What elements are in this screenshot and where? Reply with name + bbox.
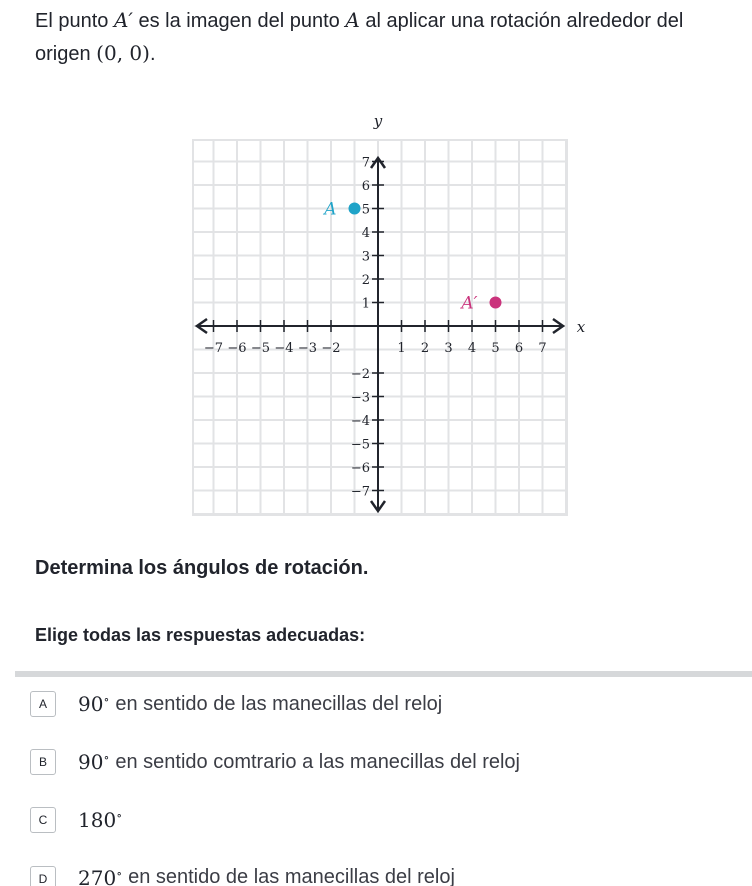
origin-coordinates: (0, 0) (96, 41, 150, 65)
y-tick-label: −3 (350, 390, 370, 406)
choice-c-degree (78, 808, 122, 832)
y-tick-label: 7 (361, 155, 370, 171)
x-tick-label: −2 (321, 341, 341, 356)
y-tick-label: 2 (361, 273, 370, 288)
point-a-prime-graph-label: A′ (461, 293, 478, 314)
x-tick-label: −5 (250, 341, 271, 356)
y-tick-label: −4 (350, 414, 370, 429)
choice-d-badge[interactable]: D (30, 866, 56, 886)
choice-d[interactable] (30, 862, 455, 886)
choice-b-badge[interactable]: B (30, 749, 56, 775)
x-tick-label: 1 (397, 341, 406, 356)
grid-border (193, 140, 567, 515)
x-tick-label: 7 (538, 341, 547, 356)
coordinate-graph (180, 110, 600, 520)
choice-a-text: en sentido de las manecillas del reloj (115, 692, 443, 715)
choice-a-badge[interactable]: A (30, 691, 56, 717)
x-tick-label: −6 (227, 341, 247, 356)
choice-b-text: en sentido comtrario a las manecillas del reloj (115, 750, 520, 773)
point-a-graph-label: A (324, 199, 337, 220)
point-a-dot (349, 203, 361, 215)
prompt-text-1: El punto (35, 10, 109, 32)
choice-c-degree-value: 180 (78, 808, 117, 832)
graph-svg (180, 110, 600, 520)
choice-a-degree (78, 692, 109, 716)
y-tick-label: 5 (361, 202, 370, 218)
y-tick-label: 3 (361, 249, 370, 265)
point-a-label: A (345, 8, 360, 32)
y-tick-label: 1 (361, 296, 370, 312)
choice-d-degree-value: 270 (78, 866, 117, 886)
choice-b-degree-value: 90 (78, 750, 104, 774)
choice-b-degree-symbol: ∘ (103, 750, 110, 765)
choice-d-text: en sentido de las manecillas del reloj (128, 866, 455, 886)
choice-a-degree-symbol: ∘ (103, 692, 110, 707)
question-prompt (35, 4, 735, 70)
x-tick-label: −3 (297, 341, 318, 356)
x-tick-label: 3 (444, 341, 453, 356)
y-tick-label: −7 (350, 484, 370, 500)
choice-d-degree (78, 866, 122, 886)
prompt-text-3: al aplicar una rotación alrededor del origen (35, 10, 684, 65)
y-tick-label: 6 (361, 179, 370, 194)
choice-d-degree-symbol: ∘ (116, 866, 123, 881)
choice-b-degree (78, 750, 109, 774)
x-tick-label: −7 (203, 341, 224, 356)
y-tick-label: −5 (350, 437, 370, 453)
y-axis-label: y (373, 112, 383, 130)
choice-a-degree-value: 90 (78, 692, 104, 716)
prompt-period: . (149, 43, 156, 65)
x-tick-label: 2 (420, 341, 430, 356)
choose-all-label: Elige todas las respuestas adecuadas: (35, 625, 366, 645)
point-a-prime-dot (490, 297, 502, 309)
point-a-prime-label: A′ (113, 8, 133, 32)
choice-c[interactable] (30, 804, 128, 836)
choice-c-degree-symbol: ∘ (116, 808, 123, 823)
choice-a[interactable] (30, 688, 442, 720)
x-tick-label: −4 (274, 341, 294, 356)
y-tick-label: −6 (350, 461, 370, 476)
x-tick-label: 5 (491, 341, 500, 356)
y-tick-label: 4 (361, 226, 370, 241)
instruction-text: Determina los ángulos de rotación. (35, 557, 369, 579)
choice-b[interactable] (30, 746, 520, 778)
x-axis-label: x (576, 318, 586, 336)
y-tick-label: −2 (350, 367, 370, 382)
choice-c-badge[interactable]: C (30, 807, 56, 833)
x-tick-label: 6 (514, 341, 524, 356)
divider (15, 671, 752, 677)
prompt-text-2: es la imagen del punto (138, 10, 340, 32)
x-tick-label: 4 (467, 341, 477, 356)
